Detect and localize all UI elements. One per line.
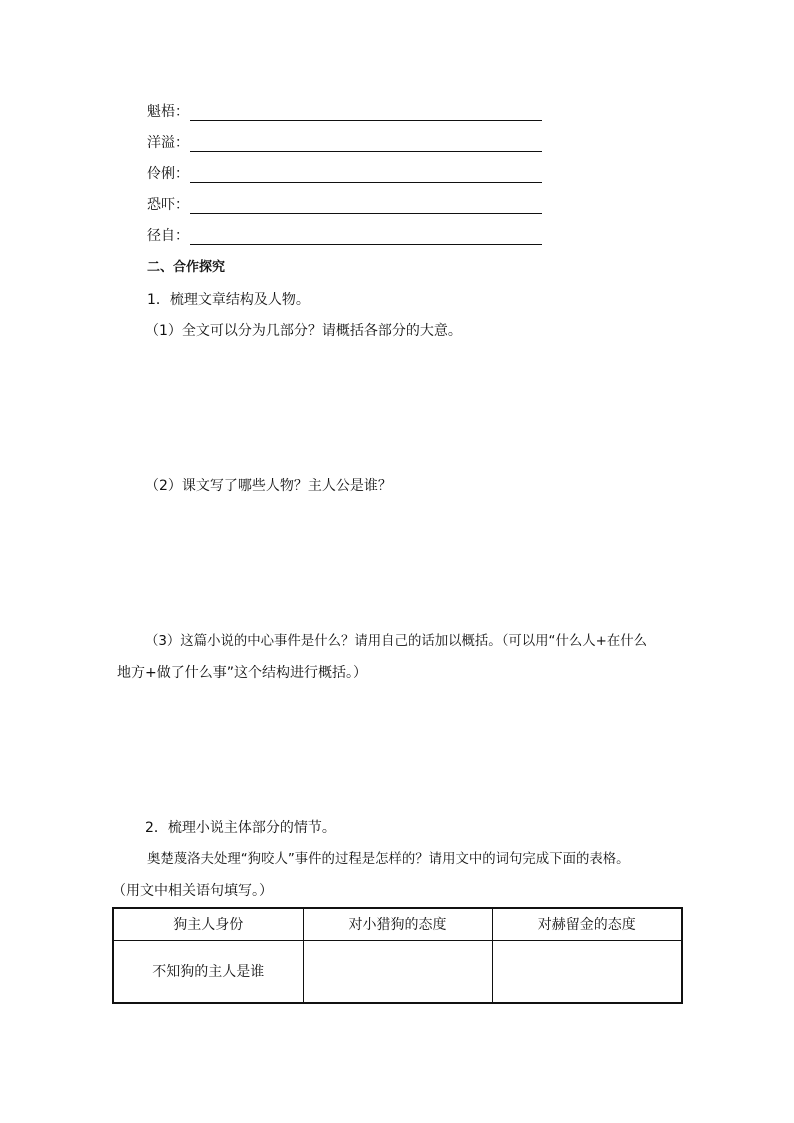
vocab-row-jingzi	[147, 226, 542, 246]
answer-blank-line[interactable]	[190, 213, 542, 214]
vocab-row-konghe	[147, 195, 542, 215]
table-header-row	[113, 908, 682, 940]
question-2-description-line-1: 奥楚蔑洛夫处理“狗咬人”事件的过程是怎样的？请用文中的词句完成下面的表格。	[147, 852, 630, 867]
table-header-attitude-hryukin: 对赫留金的态度	[492, 908, 682, 940]
table-header-attitude-dog: 对小猎狗的态度	[303, 908, 492, 940]
table-cell-blank[interactable]	[492, 940, 682, 1003]
question-2-title: 2．梳理小说主体部分的情节。	[145, 820, 336, 836]
table-row	[113, 940, 682, 1003]
vocab-term: 径自：	[147, 228, 189, 244]
vocab-term: 魁梧：	[147, 104, 189, 120]
answer-blank-line[interactable]	[190, 182, 542, 183]
vocab-row-yangyi	[147, 133, 542, 153]
table-header-owner-identity: 狗主人身份	[113, 908, 303, 940]
plot-table	[112, 907, 683, 1004]
question-1-sub-3-line-1: （3）这篇小说的中心事件是什么？请用自己的话加以概括。（可以用“什么人+在什么	[145, 634, 648, 649]
vocab-row-kuiwu	[147, 102, 542, 122]
question-1-title: 1．梳理文章结构及人物。	[147, 292, 310, 308]
table-cell: 不知狗的主人是谁	[113, 940, 303, 1003]
answer-blank-line[interactable]	[190, 120, 542, 121]
vocab-term: 恐吓：	[147, 197, 189, 213]
vocab-term: 伶俐：	[147, 166, 189, 182]
vocab-row-lingli	[147, 164, 542, 184]
answer-blank-line[interactable]	[190, 151, 542, 152]
vocab-term: 洋溢：	[147, 135, 189, 151]
question-1-sub-3-line-2: 地方+做了什么事”这个结构进行概括。）	[117, 665, 367, 681]
answer-blank-line[interactable]	[190, 244, 542, 245]
section-heading: 二、合作探究	[147, 260, 226, 275]
question-2-description-line-2: （用文中相关语句填写。）	[112, 883, 273, 899]
question-1-sub-1: （1）全文可以分为几部分？请概括各部分的大意。	[145, 323, 462, 339]
question-1-sub-2: （2）课文写了哪些人物？主人公是谁？	[145, 478, 392, 494]
table-cell-blank[interactable]	[303, 940, 492, 1003]
